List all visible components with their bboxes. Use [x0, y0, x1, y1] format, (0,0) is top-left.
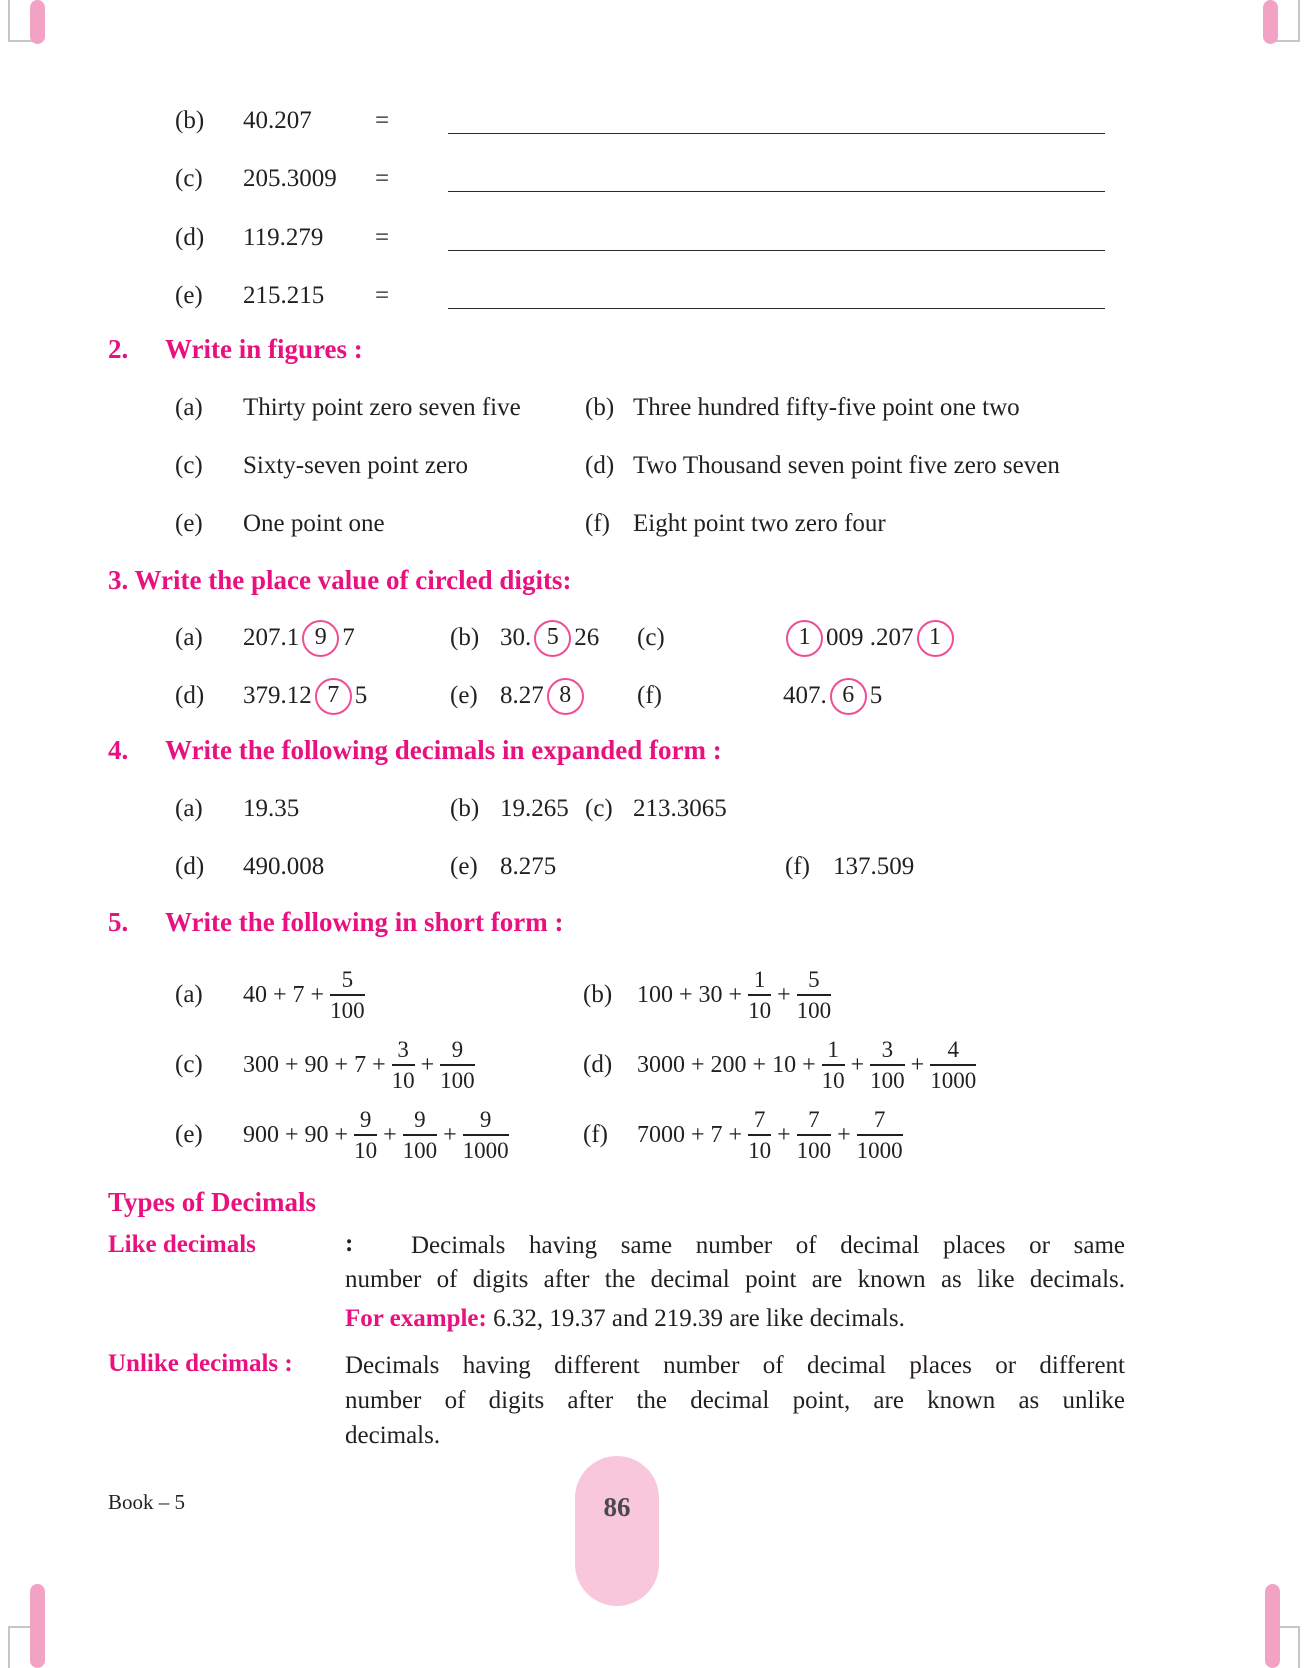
- for-example-text: 6.32, 19.37 and 219.39 are like decimals.: [486, 1305, 905, 1332]
- q3-f-pre: 407.: [783, 682, 827, 709]
- q3-item-c: [783, 619, 957, 657]
- q3-item-e: [500, 677, 587, 715]
- equals-sign: =: [375, 282, 390, 309]
- for-example-label: For example:: [345, 1305, 487, 1332]
- q5-number: 5.: [108, 907, 129, 937]
- q2-item-text: Two Thousand seven point five zero seven: [633, 452, 1060, 479]
- fraction-denominator: 100: [440, 1068, 475, 1093]
- q4-item-label: (a): [175, 795, 203, 822]
- fraction-numerator: 4: [930, 1037, 976, 1066]
- q4-item-value: 19.265: [500, 795, 569, 822]
- like-decimals-text-line: Decimals having same number of decimal places or same: [411, 1232, 1125, 1259]
- q2-item-label: (d): [585, 452, 615, 479]
- q2-item-text: One point one: [243, 510, 385, 537]
- q3-d-post: 5: [354, 682, 368, 709]
- item-label: (b): [175, 107, 205, 134]
- plus-sign: +: [837, 1121, 851, 1148]
- circled-digit: 1: [786, 620, 823, 657]
- q4-item-value: 8.275: [500, 853, 557, 880]
- plus-sign: +: [777, 1121, 791, 1148]
- pink-bar-bottom-left: [30, 1584, 45, 1668]
- book-label: Book – 5: [108, 1490, 186, 1514]
- q3-d-pre: 379.12: [243, 682, 312, 709]
- plus-sign: +: [910, 1051, 925, 1078]
- q5-b-pre: 100 + 30 +: [637, 981, 743, 1008]
- plus-sign: +: [420, 1051, 435, 1078]
- fraction: [392, 1037, 415, 1094]
- item-label: (e): [175, 282, 203, 309]
- item-label: (d): [175, 224, 205, 251]
- fraction-denominator: 1000: [462, 1138, 509, 1163]
- fraction-numerator: 7: [857, 1107, 903, 1136]
- q4-item-value: 213.3065: [633, 795, 727, 822]
- for-example-line: [345, 1304, 905, 1334]
- equals-sign: =: [375, 107, 390, 134]
- unlike-decimals-text-line: number of digits after the decimal point, are known as unlike: [345, 1387, 1125, 1414]
- q5-expression-e: [243, 1100, 515, 1170]
- q2-item-text: Thirty point zero seven five: [243, 394, 521, 421]
- fraction-denominator: 100: [330, 998, 365, 1023]
- circled-digit: 7: [315, 678, 352, 715]
- fraction-denominator: 10: [354, 1138, 378, 1163]
- pink-bar-bottom-right: [1265, 1584, 1280, 1668]
- item-value: 215.215: [243, 282, 325, 309]
- q5-d-pre: 3000 + 200 + 10 +: [637, 1051, 816, 1078]
- item-value: 205.3009: [243, 165, 337, 192]
- q2-item-text: Sixty-seven point zero: [243, 452, 468, 479]
- fraction: [797, 1107, 832, 1164]
- fraction: [870, 1037, 905, 1094]
- q5-item-label: (e): [175, 1121, 203, 1148]
- plus-sign: +: [777, 981, 791, 1008]
- q5-expression-b: [637, 960, 837, 1030]
- page-number: 86: [603, 1492, 631, 1522]
- fraction-numerator: 9: [440, 1037, 475, 1066]
- fraction: [748, 1107, 771, 1164]
- plus-sign: +: [850, 1051, 865, 1078]
- q4-title: Write the following decimals in expanded form :: [165, 735, 722, 765]
- q2-title: Write in figures :: [165, 334, 363, 364]
- q4-item-label: (c): [585, 795, 613, 822]
- q4-number: 4.: [108, 735, 129, 765]
- q3-e-pre: 8.27: [500, 682, 544, 709]
- fraction: [857, 1107, 903, 1164]
- fraction-numerator: 9: [354, 1107, 377, 1136]
- q3-a-post: 7: [342, 624, 355, 651]
- q3-c-mid: 009 .207: [826, 624, 914, 651]
- circled-digit: 8: [547, 678, 584, 715]
- fraction-denominator: 100: [796, 1138, 832, 1163]
- q3-item-d: [243, 677, 367, 715]
- fraction-denominator: 1000: [930, 1068, 977, 1093]
- pink-bar-top-right: [1263, 0, 1278, 44]
- circled-digit: 9: [302, 620, 339, 657]
- unlike-decimals-label: Unlike decimals :: [108, 1350, 293, 1377]
- fraction-numerator: 5: [797, 967, 832, 996]
- q5-f-pre: 7000 + 7 +: [637, 1121, 743, 1148]
- types-heading: Types of Decimals: [108, 1187, 316, 1217]
- fraction: [330, 967, 365, 1024]
- q5-item-label: (a): [175, 981, 203, 1008]
- q3-item-f: [783, 677, 882, 715]
- q2-item-text: Three hundred fifty-five point one two: [633, 394, 1020, 421]
- fraction-denominator: 100: [870, 1068, 905, 1093]
- fraction-denominator: 100: [402, 1138, 438, 1163]
- q4-item-label: (f): [785, 853, 810, 880]
- q4-item-label: (d): [175, 853, 205, 880]
- item-label: (c): [175, 165, 203, 192]
- q5-expression-a: [243, 960, 371, 1030]
- fraction-numerator: 7: [748, 1107, 771, 1136]
- q5-item-label: (f): [583, 1121, 608, 1148]
- fraction: [797, 967, 832, 1024]
- like-decimals-colon: :: [345, 1230, 354, 1257]
- fraction-numerator: 1: [748, 967, 771, 996]
- q4-item-value: 19.35: [243, 795, 300, 822]
- q3-b-pre: 30.: [500, 624, 532, 651]
- q4-item-label: (b): [450, 795, 480, 822]
- fraction-denominator: 1000: [856, 1138, 903, 1163]
- fraction-numerator: 5: [330, 967, 365, 996]
- q3-f-post: 5: [869, 682, 883, 709]
- fraction-numerator: 3: [870, 1037, 905, 1066]
- fraction: [354, 1107, 377, 1164]
- fraction-numerator: 9: [403, 1107, 438, 1136]
- fraction-denominator: 10: [748, 1138, 772, 1163]
- q2-item-label: (c): [175, 452, 203, 479]
- fraction: [748, 967, 771, 1024]
- q2-number: 2.: [108, 334, 129, 364]
- q3-item-label: (d): [175, 682, 205, 709]
- fraction: [403, 1107, 438, 1164]
- q3-a-pre: 207.1: [243, 624, 300, 651]
- fraction: [822, 1037, 845, 1094]
- like-decimals-text-line: number of digits after the decimal point are known as like decimals.: [345, 1266, 1125, 1293]
- q3-item-label: (a): [175, 624, 203, 651]
- item-value: 40.207: [243, 107, 312, 134]
- q3-item-b: [500, 619, 599, 657]
- q3-item-label: (e): [450, 682, 478, 709]
- q3-item-label: (c): [637, 624, 665, 651]
- fraction: [440, 1037, 475, 1094]
- q4-item-value: 137.509: [833, 853, 915, 880]
- blank-line: [448, 281, 1105, 309]
- blank-line: [448, 106, 1105, 134]
- q3-b-post: 26: [574, 624, 600, 651]
- plus-sign: +: [383, 1121, 397, 1148]
- q3-title: 3. Write the place value of circled digits:: [108, 565, 572, 595]
- item-value: 119.279: [243, 224, 324, 251]
- pink-bar-top-left: [30, 0, 45, 44]
- blank-line: [448, 223, 1105, 251]
- like-decimals-label: Like decimals: [108, 1231, 256, 1258]
- q4-item-label: (e): [450, 853, 478, 880]
- blank-line: [448, 164, 1105, 192]
- equals-sign: =: [375, 165, 390, 192]
- unlike-decimals-text-line: decimals.: [345, 1422, 441, 1449]
- q3-item-a: [243, 619, 355, 657]
- q5-a-pre: 40 + 7 +: [243, 981, 325, 1008]
- q5-e-pre: 900 + 90 +: [243, 1121, 349, 1148]
- q5-c-pre: 300 + 90 + 7 +: [243, 1051, 386, 1078]
- circled-digit: 1: [917, 620, 954, 657]
- q5-item-label: (b): [583, 981, 613, 1008]
- q3-item-label: (f): [637, 682, 662, 709]
- q2-item-label: (e): [175, 510, 203, 537]
- q2-item-label: (a): [175, 394, 203, 421]
- fraction-denominator: 10: [748, 998, 772, 1023]
- fraction-numerator: 1: [822, 1037, 845, 1066]
- fraction-numerator: 3: [392, 1037, 415, 1066]
- circled-digit: 5: [534, 620, 571, 657]
- fraction-numerator: 7: [797, 1107, 832, 1136]
- q5-expression-c: [243, 1030, 481, 1100]
- fraction-denominator: 10: [391, 1068, 415, 1093]
- q2-item-label: (f): [585, 510, 610, 537]
- q5-expression-f: [637, 1100, 909, 1170]
- circled-digit: 6: [830, 678, 867, 715]
- fraction: [930, 1037, 976, 1094]
- q5-expression-d: [637, 1030, 982, 1100]
- fraction-denominator: 10: [821, 1068, 845, 1093]
- equals-sign: =: [375, 224, 390, 251]
- q5-item-label: (c): [175, 1051, 203, 1078]
- q3-item-label: (b): [450, 624, 480, 651]
- unlike-decimals-text-line: Decimals having different number of decimal places or different: [345, 1352, 1125, 1379]
- fraction-denominator: 100: [796, 998, 832, 1023]
- fraction: [463, 1107, 509, 1164]
- q2-item-text: Eight point two zero four: [633, 510, 886, 537]
- plus-sign: +: [443, 1121, 457, 1148]
- page-number-badge: [575, 1456, 659, 1606]
- q2-item-label: (b): [585, 394, 615, 421]
- q5-item-label: (d): [583, 1051, 613, 1078]
- q4-item-value: 490.008: [243, 853, 325, 880]
- q5-title: Write the following in short form :: [165, 907, 564, 937]
- fraction-numerator: 9: [463, 1107, 509, 1136]
